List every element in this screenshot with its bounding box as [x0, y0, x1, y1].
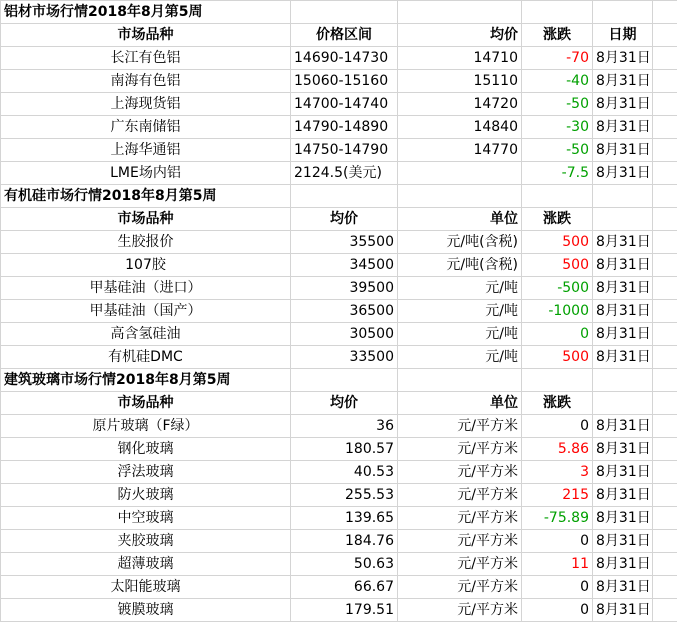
- empty-cell[interactable]: [653, 599, 677, 622]
- market-name[interactable]: 中空玻璃: [1, 507, 291, 530]
- market-name[interactable]: 浮法玻璃: [1, 461, 291, 484]
- avg-price[interactable]: 14710: [398, 47, 522, 70]
- empty-cell[interactable]: [653, 1, 677, 24]
- change-value[interactable]: -75.89: [522, 507, 593, 530]
- change-value[interactable]: 500: [522, 346, 593, 369]
- table-row: [1, 346, 677, 369]
- empty-cell[interactable]: [593, 392, 653, 415]
- unit[interactable]: 元/平方米: [398, 576, 522, 599]
- price-range[interactable]: 2124.5(美元): [291, 162, 398, 185]
- empty-cell[interactable]: [653, 323, 677, 346]
- change-value[interactable]: 0: [522, 599, 593, 622]
- section-title-row: [1, 369, 677, 392]
- table-row: [1, 254, 677, 277]
- change-value[interactable]: 500: [522, 231, 593, 254]
- avg-price[interactable]: 14770: [398, 139, 522, 162]
- unit[interactable]: 元/吨: [398, 346, 522, 369]
- empty-cell[interactable]: [653, 530, 677, 553]
- market-name[interactable]: 钢化玻璃: [1, 438, 291, 461]
- table-row: [1, 323, 677, 346]
- market-name[interactable]: 长江有色铝: [1, 47, 291, 70]
- date[interactable]: 8月31日: [593, 254, 653, 277]
- price-range[interactable]: 14700-14740: [291, 93, 398, 116]
- empty-cell[interactable]: [522, 1, 593, 24]
- date[interactable]: 8月31日: [593, 277, 653, 300]
- market-name[interactable]: LME场内铝: [1, 162, 291, 185]
- empty-cell[interactable]: [653, 507, 677, 530]
- avg-price[interactable]: 179.51: [291, 599, 398, 622]
- change-value[interactable]: -30: [522, 116, 593, 139]
- date[interactable]: 8月31日: [593, 576, 653, 599]
- change-value[interactable]: 0: [522, 323, 593, 346]
- market-name[interactable]: 广东南储铝: [1, 116, 291, 139]
- market-name[interactable]: 镀膜玻璃: [1, 599, 291, 622]
- date[interactable]: 8月31日: [593, 93, 653, 116]
- date[interactable]: 8月31日: [593, 415, 653, 438]
- header-unit[interactable]: 单位: [398, 208, 522, 231]
- empty-cell[interactable]: [653, 415, 677, 438]
- avg-price[interactable]: 255.53: [291, 484, 398, 507]
- price-range[interactable]: 14790-14890: [291, 116, 398, 139]
- empty-cell[interactable]: [398, 369, 522, 392]
- market-name[interactable]: 太阳能玻璃: [1, 576, 291, 599]
- unit[interactable]: 元/吨: [398, 300, 522, 323]
- change-value[interactable]: -70: [522, 47, 593, 70]
- table-row: [1, 599, 677, 622]
- table-row: [1, 47, 677, 70]
- empty-cell[interactable]: [291, 185, 398, 208]
- avg-price[interactable]: 184.76: [291, 530, 398, 553]
- table-row: [1, 576, 677, 599]
- section-title[interactable]: 铝材市场行情2018年8月第5周: [1, 1, 291, 24]
- date[interactable]: 8月31日: [593, 599, 653, 622]
- table-row: [1, 93, 677, 116]
- change-value[interactable]: -50: [522, 139, 593, 162]
- empty-cell[interactable]: [398, 1, 522, 24]
- empty-cell[interactable]: [653, 70, 677, 93]
- empty-cell[interactable]: [653, 484, 677, 507]
- empty-cell[interactable]: [653, 553, 677, 576]
- unit[interactable]: 元/吨: [398, 323, 522, 346]
- empty-cell[interactable]: [653, 254, 677, 277]
- avg-price[interactable]: 35500: [291, 231, 398, 254]
- header-market[interactable]: 市场品种: [1, 208, 291, 231]
- date[interactable]: 8月31日: [593, 346, 653, 369]
- change-value[interactable]: 215: [522, 484, 593, 507]
- empty-cell[interactable]: [593, 208, 653, 231]
- avg-price[interactable]: 180.57: [291, 438, 398, 461]
- avg-price[interactable]: 33500: [291, 346, 398, 369]
- market-name[interactable]: 超薄玻璃: [1, 553, 291, 576]
- unit[interactable]: 元/平方米: [398, 507, 522, 530]
- date[interactable]: 8月31日: [593, 530, 653, 553]
- date[interactable]: 8月31日: [593, 300, 653, 323]
- change-value[interactable]: 3: [522, 461, 593, 484]
- avg-price[interactable]: 34500: [291, 254, 398, 277]
- header-row: [1, 24, 677, 47]
- section-title[interactable]: 建筑玻璃市场行情2018年8月第5周: [1, 369, 291, 392]
- change-value[interactable]: -50: [522, 93, 593, 116]
- table-row: [1, 530, 677, 553]
- price-range[interactable]: 14750-14790: [291, 139, 398, 162]
- market-name[interactable]: 防火玻璃: [1, 484, 291, 507]
- table-row: [1, 70, 677, 93]
- change-value[interactable]: 0: [522, 415, 593, 438]
- empty-cell[interactable]: [653, 93, 677, 116]
- unit[interactable]: 元/平方米: [398, 438, 522, 461]
- empty-cell[interactable]: [653, 576, 677, 599]
- header-unit[interactable]: 单位: [398, 392, 522, 415]
- header-row: [1, 208, 677, 231]
- market-name[interactable]: 上海华通铝: [1, 139, 291, 162]
- date[interactable]: 8月31日: [593, 461, 653, 484]
- change-value[interactable]: 5.86: [522, 438, 593, 461]
- empty-cell[interactable]: [653, 346, 677, 369]
- unit[interactable]: 元/吨: [398, 277, 522, 300]
- market-name[interactable]: 甲基硅油（国产）: [1, 300, 291, 323]
- avg-price[interactable]: 36500: [291, 300, 398, 323]
- date[interactable]: 8月31日: [593, 507, 653, 530]
- unit[interactable]: 元/吨(含税): [398, 254, 522, 277]
- section-title-row: [1, 1, 677, 24]
- empty-cell[interactable]: [653, 438, 677, 461]
- date[interactable]: 8月31日: [593, 438, 653, 461]
- date[interactable]: 8月31日: [593, 553, 653, 576]
- section-title-row: [1, 185, 677, 208]
- header-market[interactable]: 市场品种: [1, 24, 291, 47]
- avg-price[interactable]: 30500: [291, 323, 398, 346]
- empty-cell[interactable]: [291, 369, 398, 392]
- avg-price[interactable]: 15110: [398, 70, 522, 93]
- avg-price[interactable]: 14720: [398, 93, 522, 116]
- header-avg[interactable]: 均价: [291, 208, 398, 231]
- empty-cell[interactable]: [593, 1, 653, 24]
- empty-cell[interactable]: [653, 116, 677, 139]
- unit[interactable]: 元/平方米: [398, 599, 522, 622]
- unit[interactable]: 元/吨(含税): [398, 231, 522, 254]
- table-row: [1, 415, 677, 438]
- table-row: [1, 139, 677, 162]
- empty-cell[interactable]: [522, 369, 593, 392]
- avg-price[interactable]: [398, 162, 522, 185]
- empty-cell[interactable]: [653, 300, 677, 323]
- empty-cell[interactable]: [653, 277, 677, 300]
- unit[interactable]: 元/平方米: [398, 415, 522, 438]
- avg-price[interactable]: 39500: [291, 277, 398, 300]
- empty-cell[interactable]: [653, 24, 677, 47]
- table-row: [1, 162, 677, 185]
- date[interactable]: 8月31日: [593, 139, 653, 162]
- section-title[interactable]: 有机硅市场行情2018年8月第5周: [1, 185, 291, 208]
- empty-cell[interactable]: [653, 185, 677, 208]
- empty-cell[interactable]: [653, 461, 677, 484]
- table-row: [1, 300, 677, 323]
- change-value[interactable]: -1000: [522, 300, 593, 323]
- change-value[interactable]: 0: [522, 530, 593, 553]
- header-market[interactable]: 市场品种: [1, 392, 291, 415]
- date[interactable]: 8月31日: [593, 162, 653, 185]
- unit[interactable]: 元/平方米: [398, 461, 522, 484]
- empty-cell[interactable]: [653, 162, 677, 185]
- avg-price[interactable]: 139.65: [291, 507, 398, 530]
- change-value[interactable]: -500: [522, 277, 593, 300]
- empty-cell[interactable]: [653, 392, 677, 415]
- empty-cell[interactable]: [653, 231, 677, 254]
- empty-cell[interactable]: [653, 369, 677, 392]
- empty-cell[interactable]: [593, 185, 653, 208]
- table-row: [1, 277, 677, 300]
- price-range[interactable]: 14690-14730: [291, 47, 398, 70]
- unit[interactable]: 元/平方米: [398, 484, 522, 507]
- change-value[interactable]: 0: [522, 576, 593, 599]
- date[interactable]: 8月31日: [593, 323, 653, 346]
- market-name[interactable]: 107胶: [1, 254, 291, 277]
- market-name[interactable]: 高含氢硅油: [1, 323, 291, 346]
- change-value[interactable]: -40: [522, 70, 593, 93]
- table-row: [1, 484, 677, 507]
- table-row: [1, 507, 677, 530]
- market-name[interactable]: 夹胶玻璃: [1, 530, 291, 553]
- avg-price[interactable]: 40.53: [291, 461, 398, 484]
- date[interactable]: 8月31日: [593, 116, 653, 139]
- header-avg[interactable]: 均价: [291, 392, 398, 415]
- header-avg[interactable]: 均价: [398, 24, 522, 47]
- change-value[interactable]: -7.5: [522, 162, 593, 185]
- market-name[interactable]: 原片玻璃（F绿）: [1, 415, 291, 438]
- market-name[interactable]: 上海现货铝: [1, 93, 291, 116]
- header-date[interactable]: 日期: [593, 24, 653, 47]
- change-value[interactable]: 11: [522, 553, 593, 576]
- market-name[interactable]: 甲基硅油（进口）: [1, 277, 291, 300]
- header-change[interactable]: 涨跌: [522, 208, 593, 231]
- empty-cell[interactable]: [398, 185, 522, 208]
- unit[interactable]: 元/平方米: [398, 530, 522, 553]
- avg-price[interactable]: 50.63: [291, 553, 398, 576]
- avg-price[interactable]: 36: [291, 415, 398, 438]
- unit[interactable]: 元/平方米: [398, 553, 522, 576]
- header-row: [1, 392, 677, 415]
- market-name[interactable]: 有机硅DMC: [1, 346, 291, 369]
- header-change[interactable]: 涨跌: [522, 24, 593, 47]
- change-value[interactable]: 500: [522, 254, 593, 277]
- header-change[interactable]: 涨跌: [522, 392, 593, 415]
- table-row: [1, 553, 677, 576]
- empty-cell[interactable]: [593, 369, 653, 392]
- market-name[interactable]: 生胶报价: [1, 231, 291, 254]
- empty-cell[interactable]: [653, 208, 677, 231]
- table-row: [1, 438, 677, 461]
- date[interactable]: 8月31日: [593, 70, 653, 93]
- price-range[interactable]: 15060-15160: [291, 70, 398, 93]
- empty-cell[interactable]: [653, 47, 677, 70]
- empty-cell[interactable]: [522, 185, 593, 208]
- date[interactable]: 8月31日: [593, 231, 653, 254]
- date[interactable]: 8月31日: [593, 47, 653, 70]
- table-row: [1, 461, 677, 484]
- empty-cell[interactable]: [653, 139, 677, 162]
- table-row: [1, 116, 677, 139]
- avg-price[interactable]: 14840: [398, 116, 522, 139]
- date[interactable]: 8月31日: [593, 484, 653, 507]
- empty-cell[interactable]: [291, 1, 398, 24]
- market-name[interactable]: 南海有色铝: [1, 70, 291, 93]
- table-row: [1, 231, 677, 254]
- header-range[interactable]: 价格区间: [291, 24, 398, 47]
- avg-price[interactable]: 66.67: [291, 576, 398, 599]
